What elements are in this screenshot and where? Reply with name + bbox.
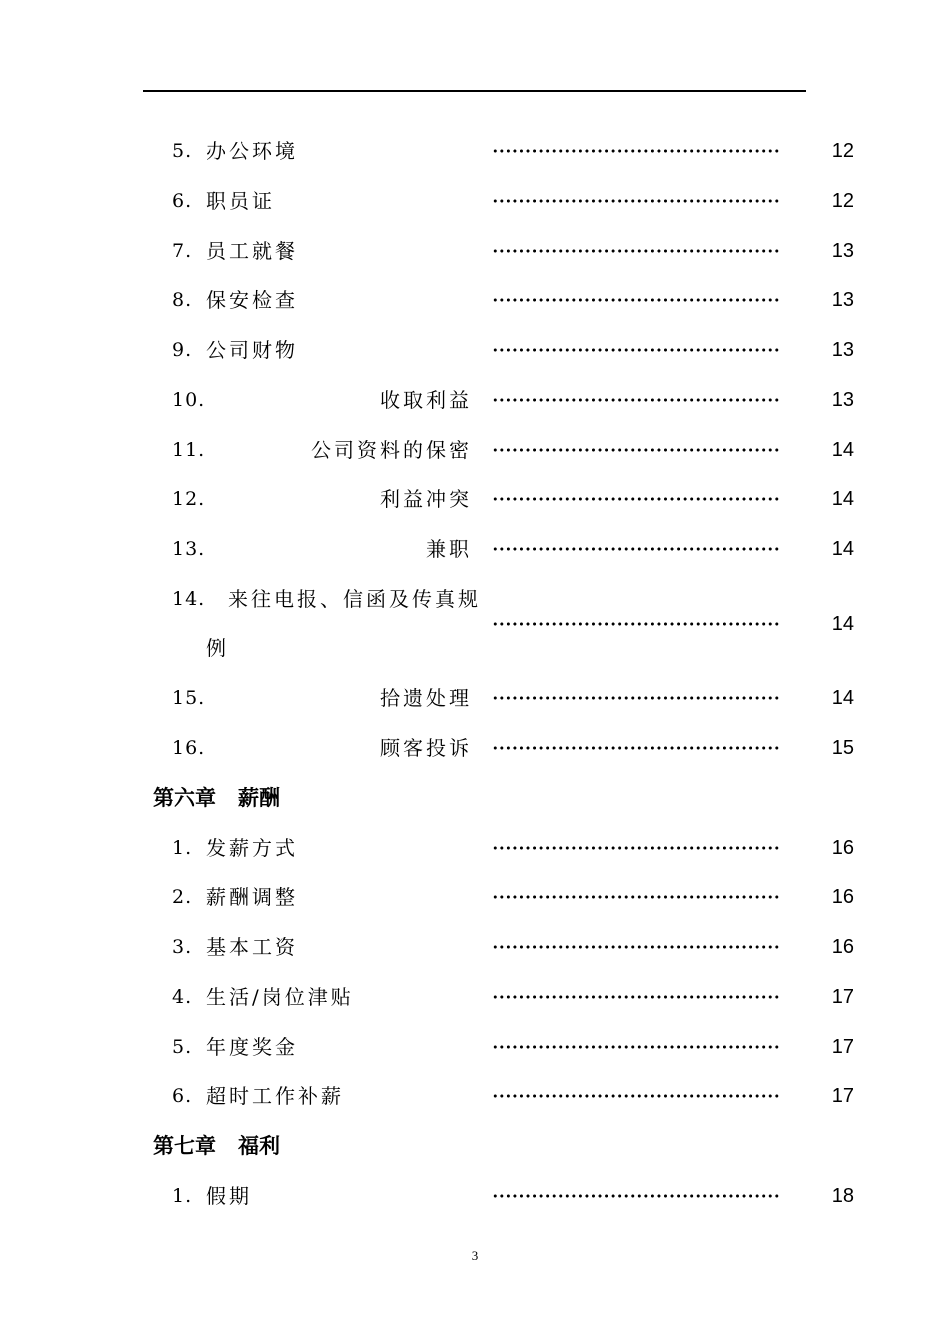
toc-entry-title: 公司资料的保密: [311, 438, 472, 462]
toc-entry-page: 13: [831, 289, 854, 311]
dot-leader: [492, 1194, 779, 1198]
toc-entry-number: 5.: [172, 140, 193, 162]
toc-entry-number: 9.: [172, 339, 193, 361]
toc-entry[interactable]: [0, 828, 950, 868]
toc-entry-number: 5.: [172, 1036, 193, 1058]
toc-entry-page: 17: [831, 1085, 854, 1107]
toc-entry-number: 11.: [172, 439, 206, 461]
toc-entry-title: 假期: [206, 1184, 252, 1208]
toc-entry[interactable]: [0, 877, 950, 917]
dot-leader: [492, 995, 779, 999]
toc-entry-title: 薪酬调整: [206, 885, 298, 909]
toc-entry-title: 拾遗处理: [380, 686, 472, 710]
toc-entry[interactable]: [0, 181, 950, 221]
toc-entry-number: 3.: [172, 936, 193, 958]
dot-leader: [492, 149, 779, 153]
dot-leader: [492, 249, 779, 253]
chapter-label: 第六章: [153, 786, 216, 810]
toc-entry[interactable]: [0, 977, 950, 1017]
dot-leader: [492, 746, 779, 750]
toc-entry-title-line1: 来往电报、信函及传真规: [228, 587, 481, 611]
toc-entry-page: 17: [831, 986, 854, 1008]
toc-entry-title: 发薪方式: [206, 836, 298, 860]
toc-entry-title: 办公环境: [206, 139, 298, 163]
toc-entry-page: 14: [831, 687, 854, 709]
toc-entry-page: 14: [831, 613, 854, 635]
toc-entry-title: 公司财物: [206, 338, 298, 362]
toc-entry-page: 16: [831, 936, 854, 958]
toc-entry-page: 13: [831, 240, 854, 262]
toc-entry-title: 收取利益: [380, 388, 472, 412]
toc-entry-page: 16: [831, 886, 854, 908]
toc-entry-title: 员工就餐: [206, 239, 298, 263]
toc-entry-number: 14.: [172, 588, 206, 610]
toc-entry-page: 18: [831, 1185, 854, 1207]
dot-leader: [492, 199, 779, 203]
toc-entry-title: 利益冲突: [380, 487, 472, 511]
dot-leader: [492, 497, 779, 501]
toc-entry[interactable]: [0, 678, 950, 718]
toc-entry[interactable]: [0, 479, 950, 519]
toc-entry-page: 13: [831, 339, 854, 361]
dot-leader: [492, 1045, 779, 1049]
toc-entry[interactable]: [0, 1176, 950, 1216]
chapter-heading[interactable]: [153, 778, 280, 818]
toc-entry-title: 职员证: [206, 189, 275, 213]
chapter-label: 第七章: [153, 1134, 216, 1158]
toc-entry-number: 6.: [172, 190, 193, 212]
toc-entry[interactable]: [0, 728, 950, 768]
toc-entry[interactable]: [0, 330, 950, 370]
toc-entry[interactable]: [0, 231, 950, 271]
chapter-title: 福利: [238, 1134, 280, 1158]
toc-entry-title: 超时工作补薪: [206, 1084, 344, 1108]
toc-entry-number: 15.: [172, 687, 206, 709]
toc-entry[interactable]: [0, 280, 950, 320]
toc-entry-page: 16: [831, 837, 854, 859]
toc-entry[interactable]: [0, 1027, 950, 1067]
toc-entry-title: 年度奖金: [206, 1035, 298, 1059]
dot-leader: [492, 696, 779, 700]
toc-entry-number: 1.: [172, 837, 193, 859]
toc-entry-title: 生活/岗位津贴: [206, 985, 354, 1009]
toc-entry[interactable]: [0, 380, 950, 420]
toc-entry-title-line2: 例: [206, 636, 229, 660]
toc-entry-title: 保安检查: [206, 288, 298, 312]
toc-entry-page: 12: [831, 190, 854, 212]
dot-leader: [492, 1094, 779, 1098]
toc-entry-number: 7.: [172, 240, 193, 262]
toc-entry[interactable]: [0, 430, 950, 470]
chapter-title: 薪酬: [238, 786, 280, 810]
toc-entry-number: 16.: [172, 737, 206, 759]
toc-entry[interactable]: [0, 1076, 950, 1116]
toc-entry-number: 2.: [172, 886, 193, 908]
toc-entry-number: 13.: [172, 538, 206, 560]
toc-entry-page: 14: [831, 488, 854, 510]
toc-entry[interactable]: [0, 579, 950, 669]
toc-entry-page: 13: [831, 389, 854, 411]
toc-entry-number: 6.: [172, 1085, 193, 1107]
toc-entry-page: 12: [831, 140, 854, 162]
dot-leader: [492, 398, 779, 402]
dot-leader: [492, 846, 779, 850]
toc-entry-page: 15: [831, 737, 854, 759]
toc-entry[interactable]: [0, 131, 950, 171]
toc-entry-title: 顾客投诉: [380, 736, 472, 760]
toc-entry[interactable]: [0, 927, 950, 967]
toc-entry-number: 8.: [172, 289, 193, 311]
dot-leader: [492, 547, 779, 551]
chapter-heading[interactable]: [153, 1126, 280, 1166]
page-number: 3: [471, 1248, 479, 1263]
toc-entry-number: 1.: [172, 1185, 193, 1207]
dot-leader: [492, 298, 779, 302]
toc-entry-number: 12.: [172, 488, 206, 510]
dot-leader: [492, 448, 779, 452]
dot-leader: [492, 945, 779, 949]
dot-leader: [492, 622, 779, 626]
dot-leader: [492, 895, 779, 899]
toc-entry-page: 14: [831, 538, 854, 560]
toc-entry-number: 10.: [172, 389, 206, 411]
toc-entry-title: 兼职: [426, 537, 472, 561]
toc-entry-number: 4.: [172, 986, 193, 1008]
toc-entry-page: 17: [831, 1036, 854, 1058]
toc-entry-title: 基本工资: [206, 935, 298, 959]
toc-entry-page: 14: [831, 439, 854, 461]
toc-entry[interactable]: [0, 529, 950, 569]
dot-leader: [492, 348, 779, 352]
